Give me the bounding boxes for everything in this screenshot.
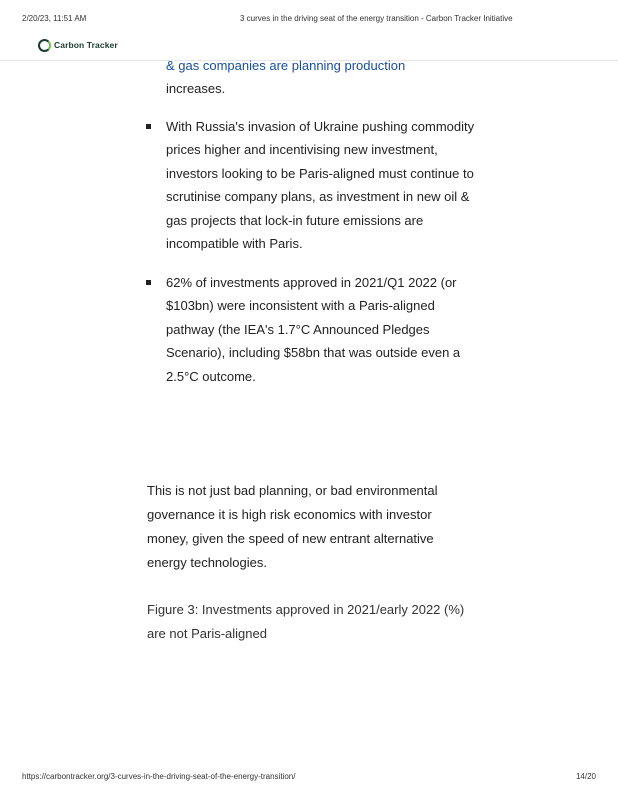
print-page-title: 3 curves in the driving seat of the energy transition - Carbon Tracker Initiative [240,14,513,23]
carbon-tracker-logo[interactable] [38,36,118,54]
bullet-icon [146,124,151,129]
print-footer [22,772,596,784]
body-paragraph: This is not just bad planning, or bad environmental governance it is high risk economics with investor money, given the speed of new entrant alternative energy technologies. [147,483,438,570]
print-timestamp: 2/20/23, 11:51 AM [22,14,87,23]
figure-caption: Figure 3: Investments approved in 2021/early 2022 (%) are not Paris-aligned [147,602,465,641]
bullet-text: 62% of investments approved in 2021/Q1 2022 (or $103bn) were inconsistent with a Paris-aligned pathway (the IEA's 1.7°C Announced Pledges Scenario), including $58bn that was outside even a 2.5°C outcome. [166,275,461,384]
continuation-text: increases. [166,81,226,96]
carbon-tracker-logo-icon [38,39,51,52]
print-url: https://carbontracker.org/3-curves-in-the-driving-seat-of-the-energy-transition/ [22,772,296,781]
bullet-icon [146,280,151,285]
page-number: 14/20 [575,772,596,781]
bullet-text: With Russia's invasion of Ukraine pushing commodity prices higher and incentivising new investment, investors looking to be Paris-aligned must continue to scrutinise company plans, as investment in new oil & gas projects that lock-in future emissions are incompatible with Paris. [166,119,475,252]
inline-link[interactable]: & gas companies are planning production [166,58,406,73]
logo-text: Carbon Tracker [54,40,118,50]
print-header [22,14,596,26]
